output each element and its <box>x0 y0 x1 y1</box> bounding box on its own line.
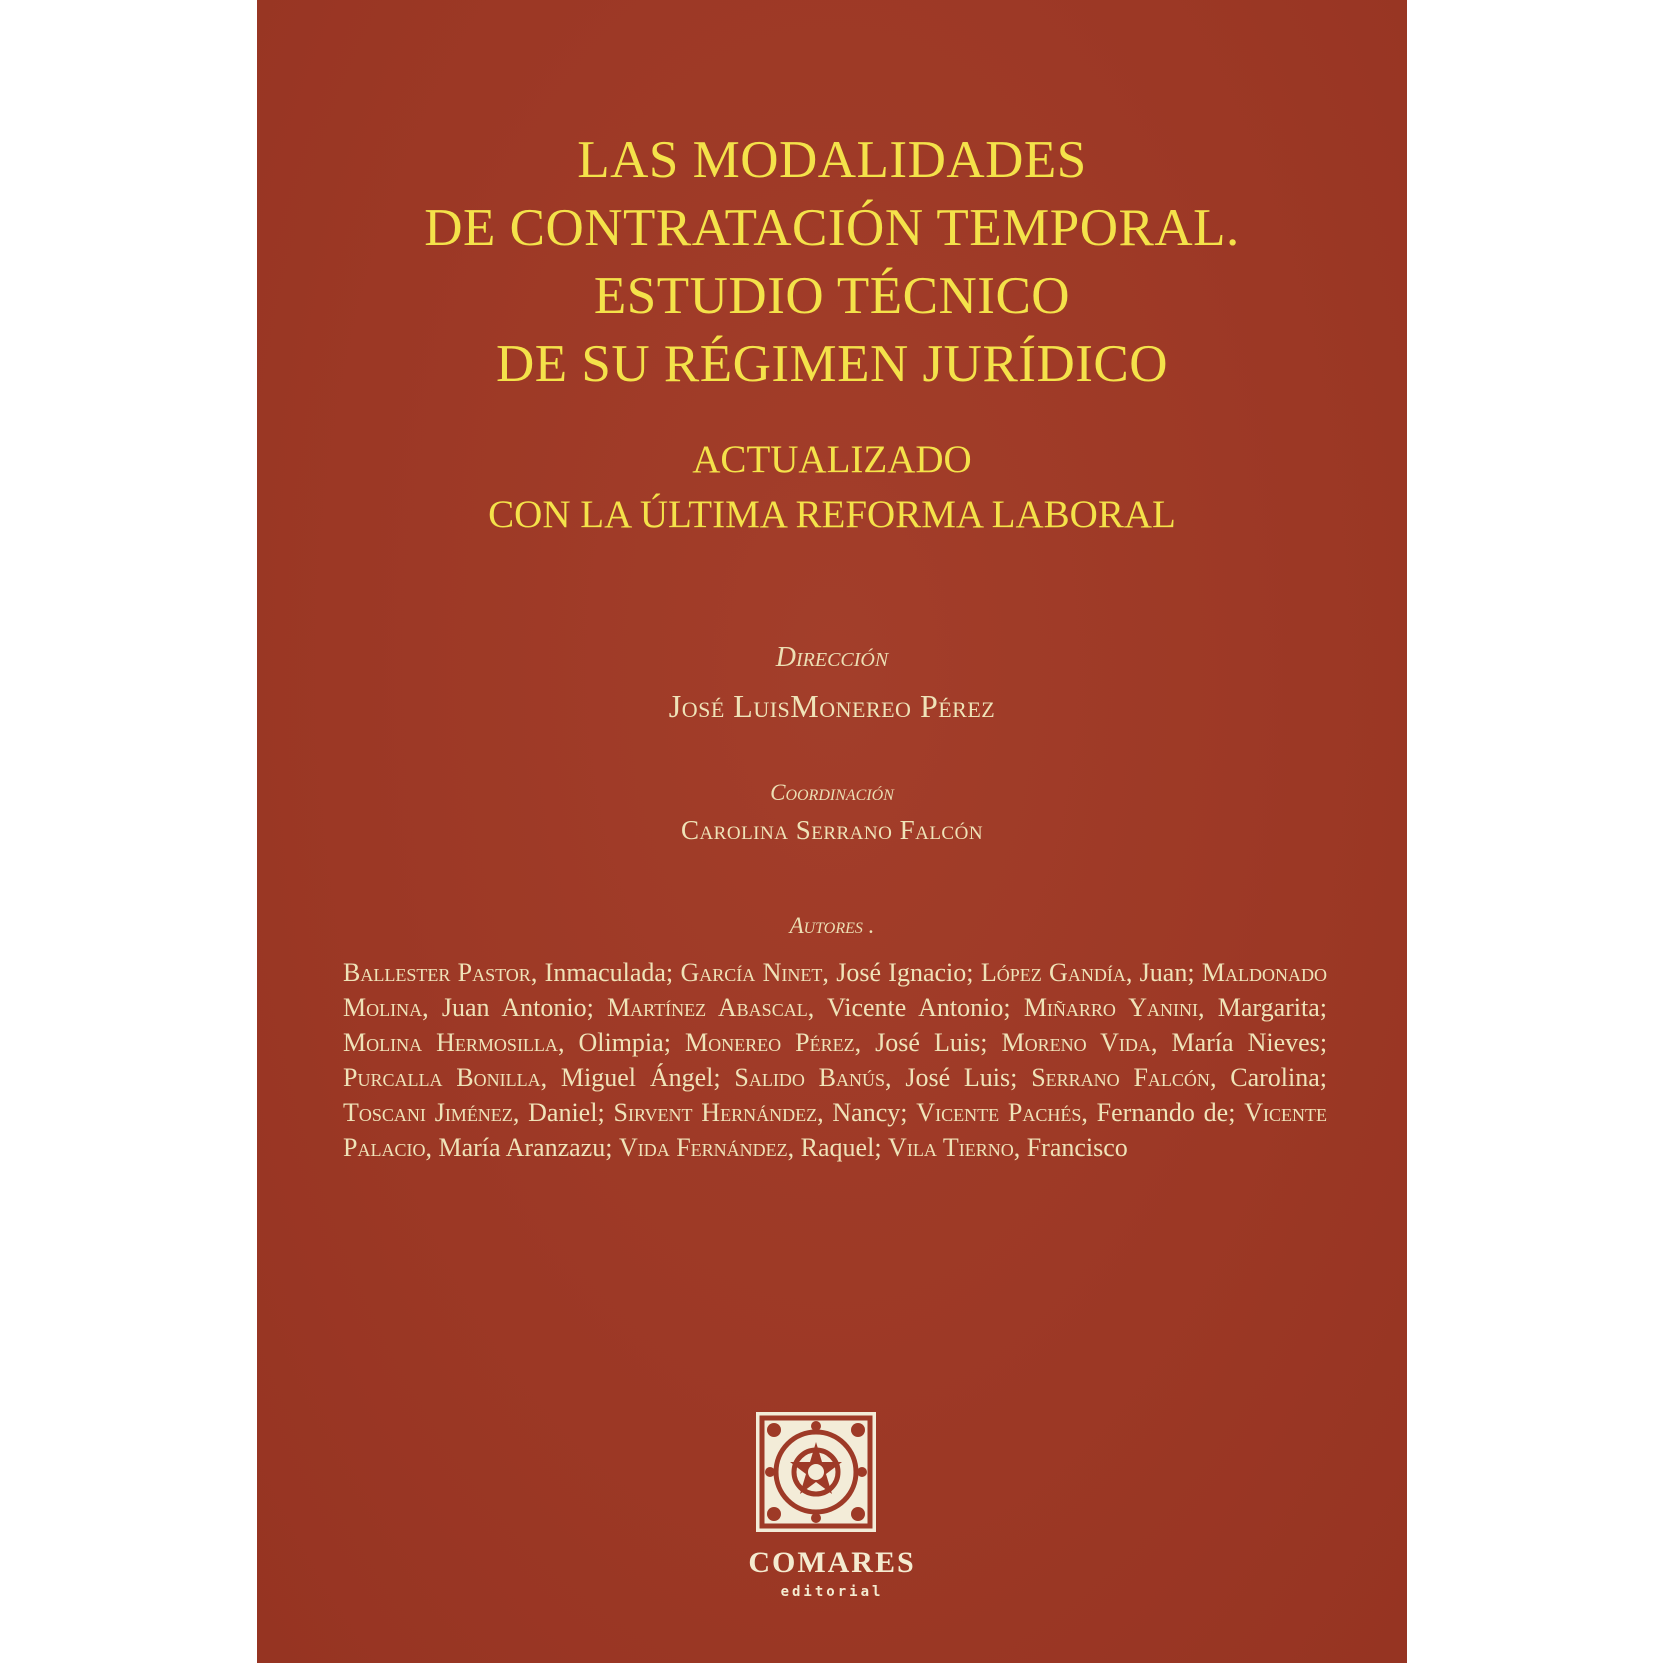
author-surname: Vicente Palacio <box>343 1098 1328 1162</box>
publisher-name: COMARES <box>748 1546 916 1579</box>
author-surname: Monereo Pérez <box>684 1028 855 1057</box>
author-entry: Sirvent Hernández, Nancy <box>613 1098 901 1127</box>
author-surname: Molina Hermosilla <box>343 1028 558 1057</box>
direction-label: Dirección <box>775 642 889 673</box>
author-given-name: Nancy <box>832 1098 901 1127</box>
author-given-name: Olimpia <box>578 1028 664 1057</box>
book-cover <box>257 0 1407 1663</box>
director-name: José LuisMonereo Pérez <box>668 688 996 724</box>
author-surname: García Ninet <box>680 958 823 987</box>
author-entry: Purcalla Bonilla, Miguel Ángel <box>343 1063 714 1092</box>
author-surname: Sirvent Hernández <box>613 1098 818 1127</box>
author-given-name: Fernando de <box>1096 1098 1229 1127</box>
author-entry: García Ninet, José Ignacio <box>680 958 967 987</box>
author-surname: Purcalla Bonilla <box>343 1063 541 1092</box>
author-surname: Vila Tierno <box>888 1133 1014 1162</box>
author-given-name: José Luis <box>905 1063 1011 1092</box>
book-title <box>257 126 1407 398</box>
title-line: DE SU RÉGIMEN JURÍDICO <box>495 335 1169 393</box>
arabesque-star-pattern-icon <box>756 1412 876 1532</box>
author-surname: Vicente Pachés <box>916 1098 1082 1127</box>
author-surname: Miñarro Yanini <box>1023 993 1198 1022</box>
author-surname: Serrano Falcón <box>1031 1063 1210 1092</box>
author-surname: Toscani Jiménez <box>343 1098 513 1127</box>
author-given-name: Miguel Ángel <box>560 1063 714 1092</box>
author-given-name: Inmaculada <box>544 958 666 987</box>
author-entry: Vila Tierno, Francisco <box>888 1133 1128 1162</box>
author-surname: López Gandía <box>980 958 1126 987</box>
author-entry: Moreno Vida, María Nieves <box>1001 1028 1320 1057</box>
coordinator-name: Carolina Serrano Falcón <box>680 815 984 845</box>
author-given-name: Juan <box>1139 958 1188 987</box>
author-entry: Toscani Jiménez, Daniel <box>343 1098 598 1127</box>
author-given-name: María Aranzazu <box>438 1133 606 1162</box>
author-surname: Martínez Abascal <box>607 993 808 1022</box>
author-given-name: Vicente Antonio <box>827 993 1004 1022</box>
author-entry: Vicente Pachés, Fernando de <box>916 1098 1229 1127</box>
author-entry: Vida Fernández, Raquel <box>618 1133 875 1162</box>
author-entry: Molina Hermosilla, Olimpia <box>343 1028 664 1057</box>
publisher-subtitle: editorial <box>780 1584 884 1600</box>
title-line: DE CONTRATACIÓN TEMPORAL. <box>424 199 1240 257</box>
author-entry: Serrano Falcón, Carolina <box>1031 1063 1320 1092</box>
author-entry: Martínez Abascal, Vicente Antonio <box>607 993 1004 1022</box>
author-surname: Vida Fernández <box>618 1133 788 1162</box>
author-entry: Salido Banús, José Luis <box>734 1063 1011 1092</box>
author-given-name: Daniel <box>528 1098 598 1127</box>
author-given-name: José Luis <box>875 1028 981 1057</box>
author-surname: Salido Banús <box>734 1063 886 1092</box>
author-given-name: María Nieves <box>1171 1028 1320 1057</box>
subtitle-line: CON LA ÚLTIMA REFORMA LABORAL <box>488 493 1176 536</box>
book-subtitle <box>257 432 1407 542</box>
author-given-name: Francisco <box>1026 1133 1128 1162</box>
author-given-name: Margarita <box>1217 993 1320 1022</box>
author-entry: López Gandía, Juan <box>980 958 1188 987</box>
author-entry: Monereo Pérez, José Luis <box>684 1028 981 1057</box>
authors-label: Autores . <box>789 913 875 938</box>
author-given-name: Juan Antonio <box>441 993 587 1022</box>
title-line: ESTUDIO TÉCNICO <box>593 267 1071 325</box>
author-entry: Maldonado Molina, Juan Antonio <box>343 958 1328 1022</box>
author-given-name: Carolina <box>1230 1063 1320 1092</box>
author-entry: Miñarro Yanini, Margarita <box>1023 993 1320 1022</box>
author-surname: Moreno Vida <box>1001 1028 1151 1057</box>
author-given-name: Raquel <box>800 1133 875 1162</box>
author-entry: Ballester Pastor, Inmaculada <box>343 958 666 987</box>
coordination-label: Coordinación <box>770 780 894 805</box>
authors-list: Ballester Pastor, Inmaculada; García Ninet, José Ignacio; López Gandía, Juan; Maldonado Molina, Juan Antonio; Martínez Abascal, Vicente Antonio; Miñarro Yanini, Margarita; Molina Hermosilla, Olimpia; Monereo Pérez, José Luis; Moreno Vida, María Nieves; Purcalla Bonilla, Miguel Ángel; Salido Banús, José Luis; Serrano Falcón, Carolina; Toscani Jiménez, Daniel; Sirvent Hernández, Nancy; Vicente Pachés, Fernando de; Vicente Palacio, María Aranzazu; Vida Fernández, Raquel; Vila Tierno, Francisco <box>343 958 1328 1162</box>
title-line: LAS MODALIDADES <box>577 131 1087 189</box>
author-given-name: José Ignacio <box>836 958 967 987</box>
author-surname: Ballester Pastor <box>343 958 531 987</box>
author-entry: Vicente Palacio, María Aranzazu <box>343 1098 1328 1162</box>
subtitle-line: ACTUALIZADO <box>692 438 972 481</box>
author-surname: Maldonado Molina <box>343 958 1328 1022</box>
